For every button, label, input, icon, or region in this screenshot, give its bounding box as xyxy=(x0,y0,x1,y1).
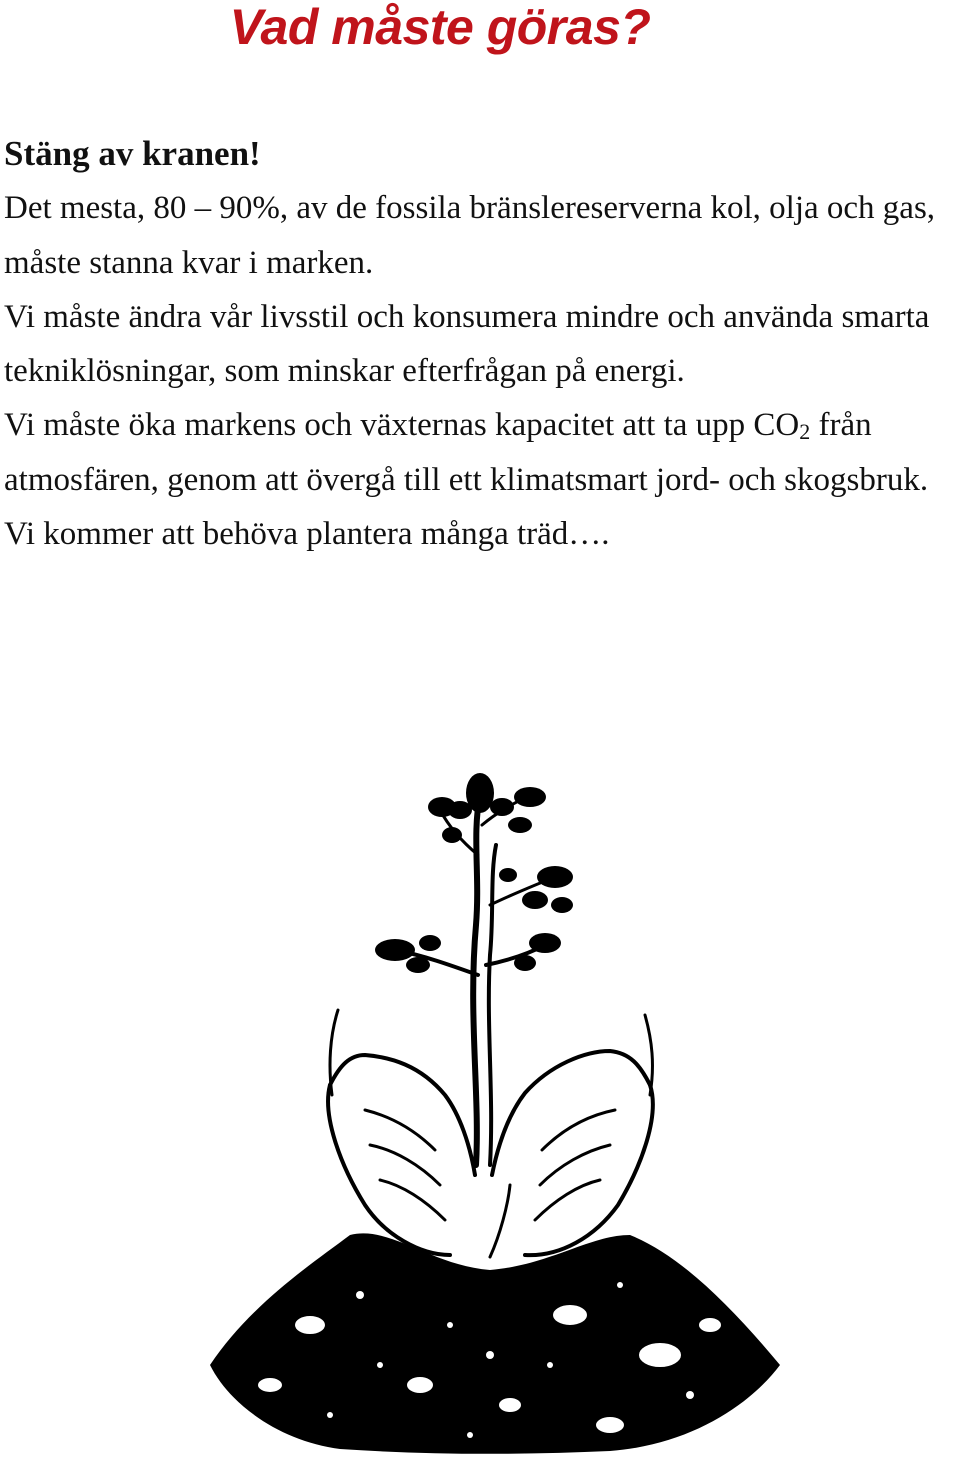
paragraph-fossil-reserves: Det mesta, 80 – 90%, av de fossila bränslereserverna kol, olja och gas, måste stanna kvar i marken. xyxy=(4,190,936,281)
page-title: Vad måste göras? xyxy=(229,0,651,55)
section-heading: Stäng av kranen! xyxy=(4,134,261,173)
co2-subscript: 2 xyxy=(799,419,811,445)
co2-text-after: från atmosfären, genom att övergå till ett klimatsmart jord- och skogsbruk. xyxy=(4,407,929,498)
co2-text-before: Vi måste öka markens och växternas kapacitet att ta upp CO xyxy=(4,407,800,444)
seedling-in-hands-icon xyxy=(190,765,800,1455)
paragraph-co2 xyxy=(4,398,959,507)
paragraph-plant-trees: Vi kommer att behöva plantera många träd…. xyxy=(4,516,610,553)
paragraph-lifestyle: Vi måste ändra vår livsstil och konsumera mindre och använda smarta tekniklösningar, som minskar efterfrågan på energi. xyxy=(4,298,930,390)
body-text xyxy=(4,127,959,561)
